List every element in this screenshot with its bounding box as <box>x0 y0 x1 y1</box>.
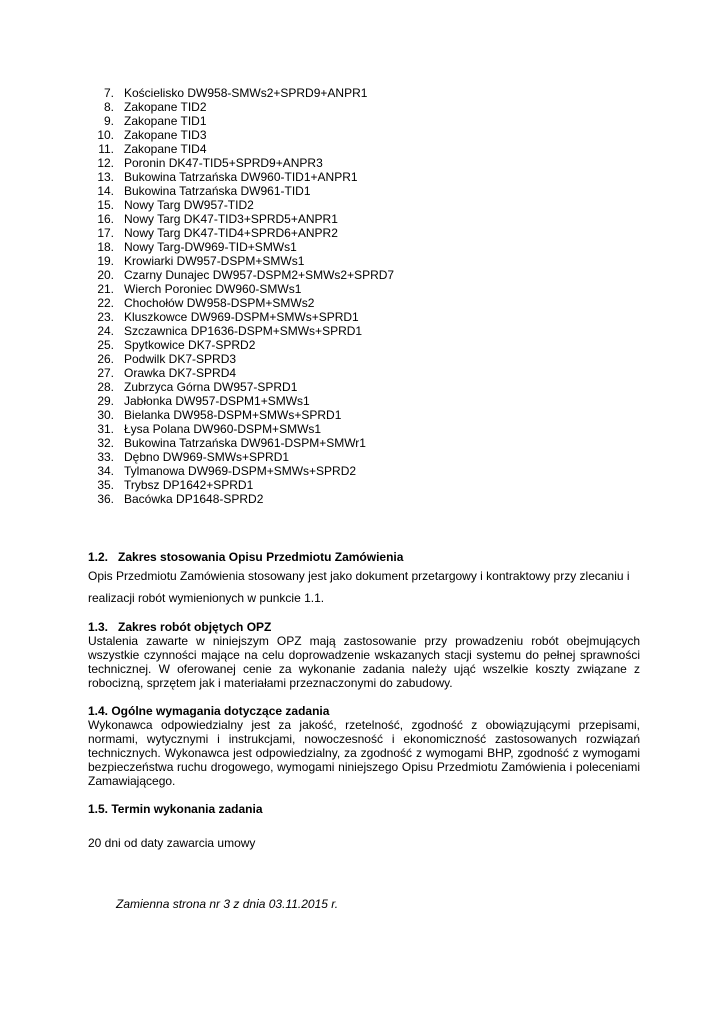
list-item <box>86 86 394 100</box>
list-item-number: 22. <box>97 296 114 310</box>
section-1-4-heading: 1.4. Ogólne wymagania dotyczące zadania <box>88 704 330 718</box>
list-item-text: Łysa Polana DW960-DSPM+SMWs1 <box>124 422 322 436</box>
section-1-4 <box>88 704 640 788</box>
list-item-text: Nowy Targ-DW969-TID+SMWs1 <box>124 240 297 254</box>
list-item-text: Zakopane TID3 <box>124 128 207 142</box>
list-item-number: 32. <box>97 436 114 450</box>
list-item-text: Bukowina Tatrzańska DW960-TID1+ANPR1 <box>124 170 358 184</box>
list-item-text: Poronin DK47-TID5+SPRD9+ANPR3 <box>124 156 323 170</box>
section-1-2-heading: 1.2. Zakres stosowania Opisu Przedmiotu Zamówienia <box>88 550 404 564</box>
list-item <box>86 478 394 492</box>
list-item <box>86 450 394 464</box>
list-item <box>86 436 394 450</box>
list-item-text: Nowy Targ DW957-TID2 <box>124 198 254 212</box>
section-1-5-body: 20 dni od daty zawarcia umowy <box>88 836 256 850</box>
list-item-number: 13. <box>97 170 114 184</box>
list-item <box>86 198 394 212</box>
section-1-5 <box>88 802 640 850</box>
list-item-text: Bacówka DP1648-SPRD2 <box>124 492 264 506</box>
list-item-number: 8. <box>103 100 114 114</box>
list-item-number: 14. <box>97 184 114 198</box>
list-item-number: 9. <box>103 114 114 128</box>
list-item <box>86 492 394 506</box>
list-item-number: 19. <box>97 254 114 268</box>
list-item-number: 10. <box>97 128 114 142</box>
section-1-2-body: Opis Przedmiotu Zamówienia stosowany jest jako dokument przetargowy i kontraktowy przy zlecaniu i realizacji robót wymienionych w punkcie 1.1. <box>88 569 630 605</box>
list-item <box>86 366 394 380</box>
list-item-number: 28. <box>97 380 114 394</box>
list-item-number: 36. <box>97 492 114 506</box>
section-1-5-heading: 1.5. Termin wykonania zadania <box>88 802 263 816</box>
list-item-text: Dębno DW969-SMWs+SPRD1 <box>124 450 290 464</box>
list-item <box>86 408 394 422</box>
list-item-number: 33. <box>97 450 114 464</box>
list-item-number: 17. <box>97 226 114 240</box>
list-item-number: 21. <box>97 282 114 296</box>
list-item-text: Trybsz DP1642+SPRD1 <box>124 478 254 492</box>
section-1-3 <box>88 620 640 690</box>
list-item-number: 34. <box>97 464 114 478</box>
list-item-text: Krowiarki DW957-DSPM+SMWs1 <box>124 254 305 268</box>
list-item <box>86 338 394 352</box>
section-1-4-body: Wykonawca odpowiedzialny jest za jakość, rzetelność, zgodność z obowiązującymi przepisami, normami, wytycznymi i instrukcjami, nowoczesność i ekonomiczność zastosowanych rozwiązań technicznych. Wykonawca jest odpowiedzialny, za zgodność z wymogami BHP, zgodność z wymogami bezpieczeństwa ruchu drogowego, wymogami niniejszego Opisu Przedmiotu Zamówienia i poleceniami Zamawiającego. <box>88 718 640 788</box>
list-item-text: Tylmanowa DW969-DSPM+SMWs+SPRD2 <box>124 464 357 478</box>
list-item-text: Kluszkowce DW969-DSPM+SMWs+SPRD1 <box>124 310 359 324</box>
list-item <box>86 184 394 198</box>
list-item <box>86 380 394 394</box>
list-item <box>86 394 394 408</box>
list-item-number: 11. <box>98 142 114 156</box>
list-item <box>86 324 394 338</box>
list-item <box>86 254 394 268</box>
list-item-text: Orawka DK7-SPRD4 <box>124 366 237 380</box>
section-1-3-body: Ustalenia zawarte w niniejszym OPZ mają zastosowanie przy prowadzeniu robót obejmujących wszystkie czynności mające na celu doprowadzenie wskazanych stacji systemu do pełnej sprawności technicznej. W oferowanej cenie za wykonanie zadania należy ująć wszelkie koszty związane z robocizną, sprzętem jak i materiałami przeznaczonymi do zabudowy. <box>88 634 640 690</box>
section-1-2 <box>88 550 640 609</box>
list-item <box>86 212 394 226</box>
list-item <box>86 422 394 436</box>
list-item-number: 24. <box>97 324 114 338</box>
list-item-text: Jabłonka DW957-DSPM1+SMWs1 <box>124 394 310 408</box>
list-item-text: Kościelisko DW958-SMWs2+SPRD9+ANPR1 <box>124 86 368 100</box>
list-item-number: 7. <box>103 86 114 100</box>
list-item-number: 23. <box>97 310 114 324</box>
list-item <box>86 128 394 142</box>
footer-note: Zamienna strona nr 3 z dnia 03.11.2015 r. <box>116 897 339 911</box>
list-item-number: 25. <box>97 338 114 352</box>
list-item <box>86 282 394 296</box>
list-item-text: Zakopane TID2 <box>124 100 207 114</box>
list-item <box>86 170 394 184</box>
list-item <box>86 240 394 254</box>
list-item-text: Zakopane TID4 <box>124 142 207 156</box>
list-item-number: 26. <box>97 352 114 366</box>
list-item-number: 16. <box>97 212 114 226</box>
list-item-number: 12. <box>97 156 114 170</box>
list-item <box>86 296 394 310</box>
list-item-text: Zubrzyca Górna DW957-SPRD1 <box>124 380 298 394</box>
list-item <box>86 268 394 282</box>
station-list <box>86 86 394 506</box>
list-item-number: 31. <box>97 422 114 436</box>
list-item <box>86 114 394 128</box>
list-item-number: 27. <box>97 366 114 380</box>
list-item <box>86 156 394 170</box>
list-item-text: Bukowina Tatrzańska DW961-TID1 <box>124 184 311 198</box>
list-item-text: Nowy Targ DK47-TID4+SPRD6+ANPR2 <box>124 226 338 240</box>
list-item-number: 29. <box>97 394 114 408</box>
list-item-text: Podwilk DK7-SPRD3 <box>124 352 237 366</box>
list-item <box>86 352 394 366</box>
list-item-text: Spytkowice DK7-SPRD2 <box>124 338 256 352</box>
list-item-text: Wierch Poroniec DW960-SMWs1 <box>124 282 302 296</box>
section-1-3-heading: 1.3. Zakres robót objętych OPZ <box>88 620 272 634</box>
list-item-text: Bielanka DW958-DSPM+SMWs+SPRD1 <box>124 408 342 422</box>
list-item-text: Zakopane TID1 <box>124 114 207 128</box>
list-item-text: Bukowina Tatrzańska DW961-DSPM+SMWr1 <box>124 436 366 450</box>
list-item-number: 18. <box>97 240 114 254</box>
list-item-number: 35. <box>97 478 114 492</box>
list-item <box>86 100 394 114</box>
list-item-number: 30. <box>97 408 114 422</box>
list-item-number: 20. <box>97 268 114 282</box>
list-item-text: Chochołów DW958-DSPM+SMWs2 <box>124 296 315 310</box>
list-item-number: 15. <box>97 198 114 212</box>
list-item <box>86 310 394 324</box>
list-item-text: Szczawnica DP1636-DSPM+SMWs+SPRD1 <box>124 324 363 338</box>
list-item <box>86 226 394 240</box>
list-item <box>86 142 394 156</box>
list-item-text: Nowy Targ DK47-TID3+SPRD5+ANPR1 <box>124 212 338 226</box>
list-item <box>86 464 394 478</box>
list-item-text: Czarny Dunajec DW957-DSPM2+SMWs2+SPRD7 <box>124 268 395 282</box>
